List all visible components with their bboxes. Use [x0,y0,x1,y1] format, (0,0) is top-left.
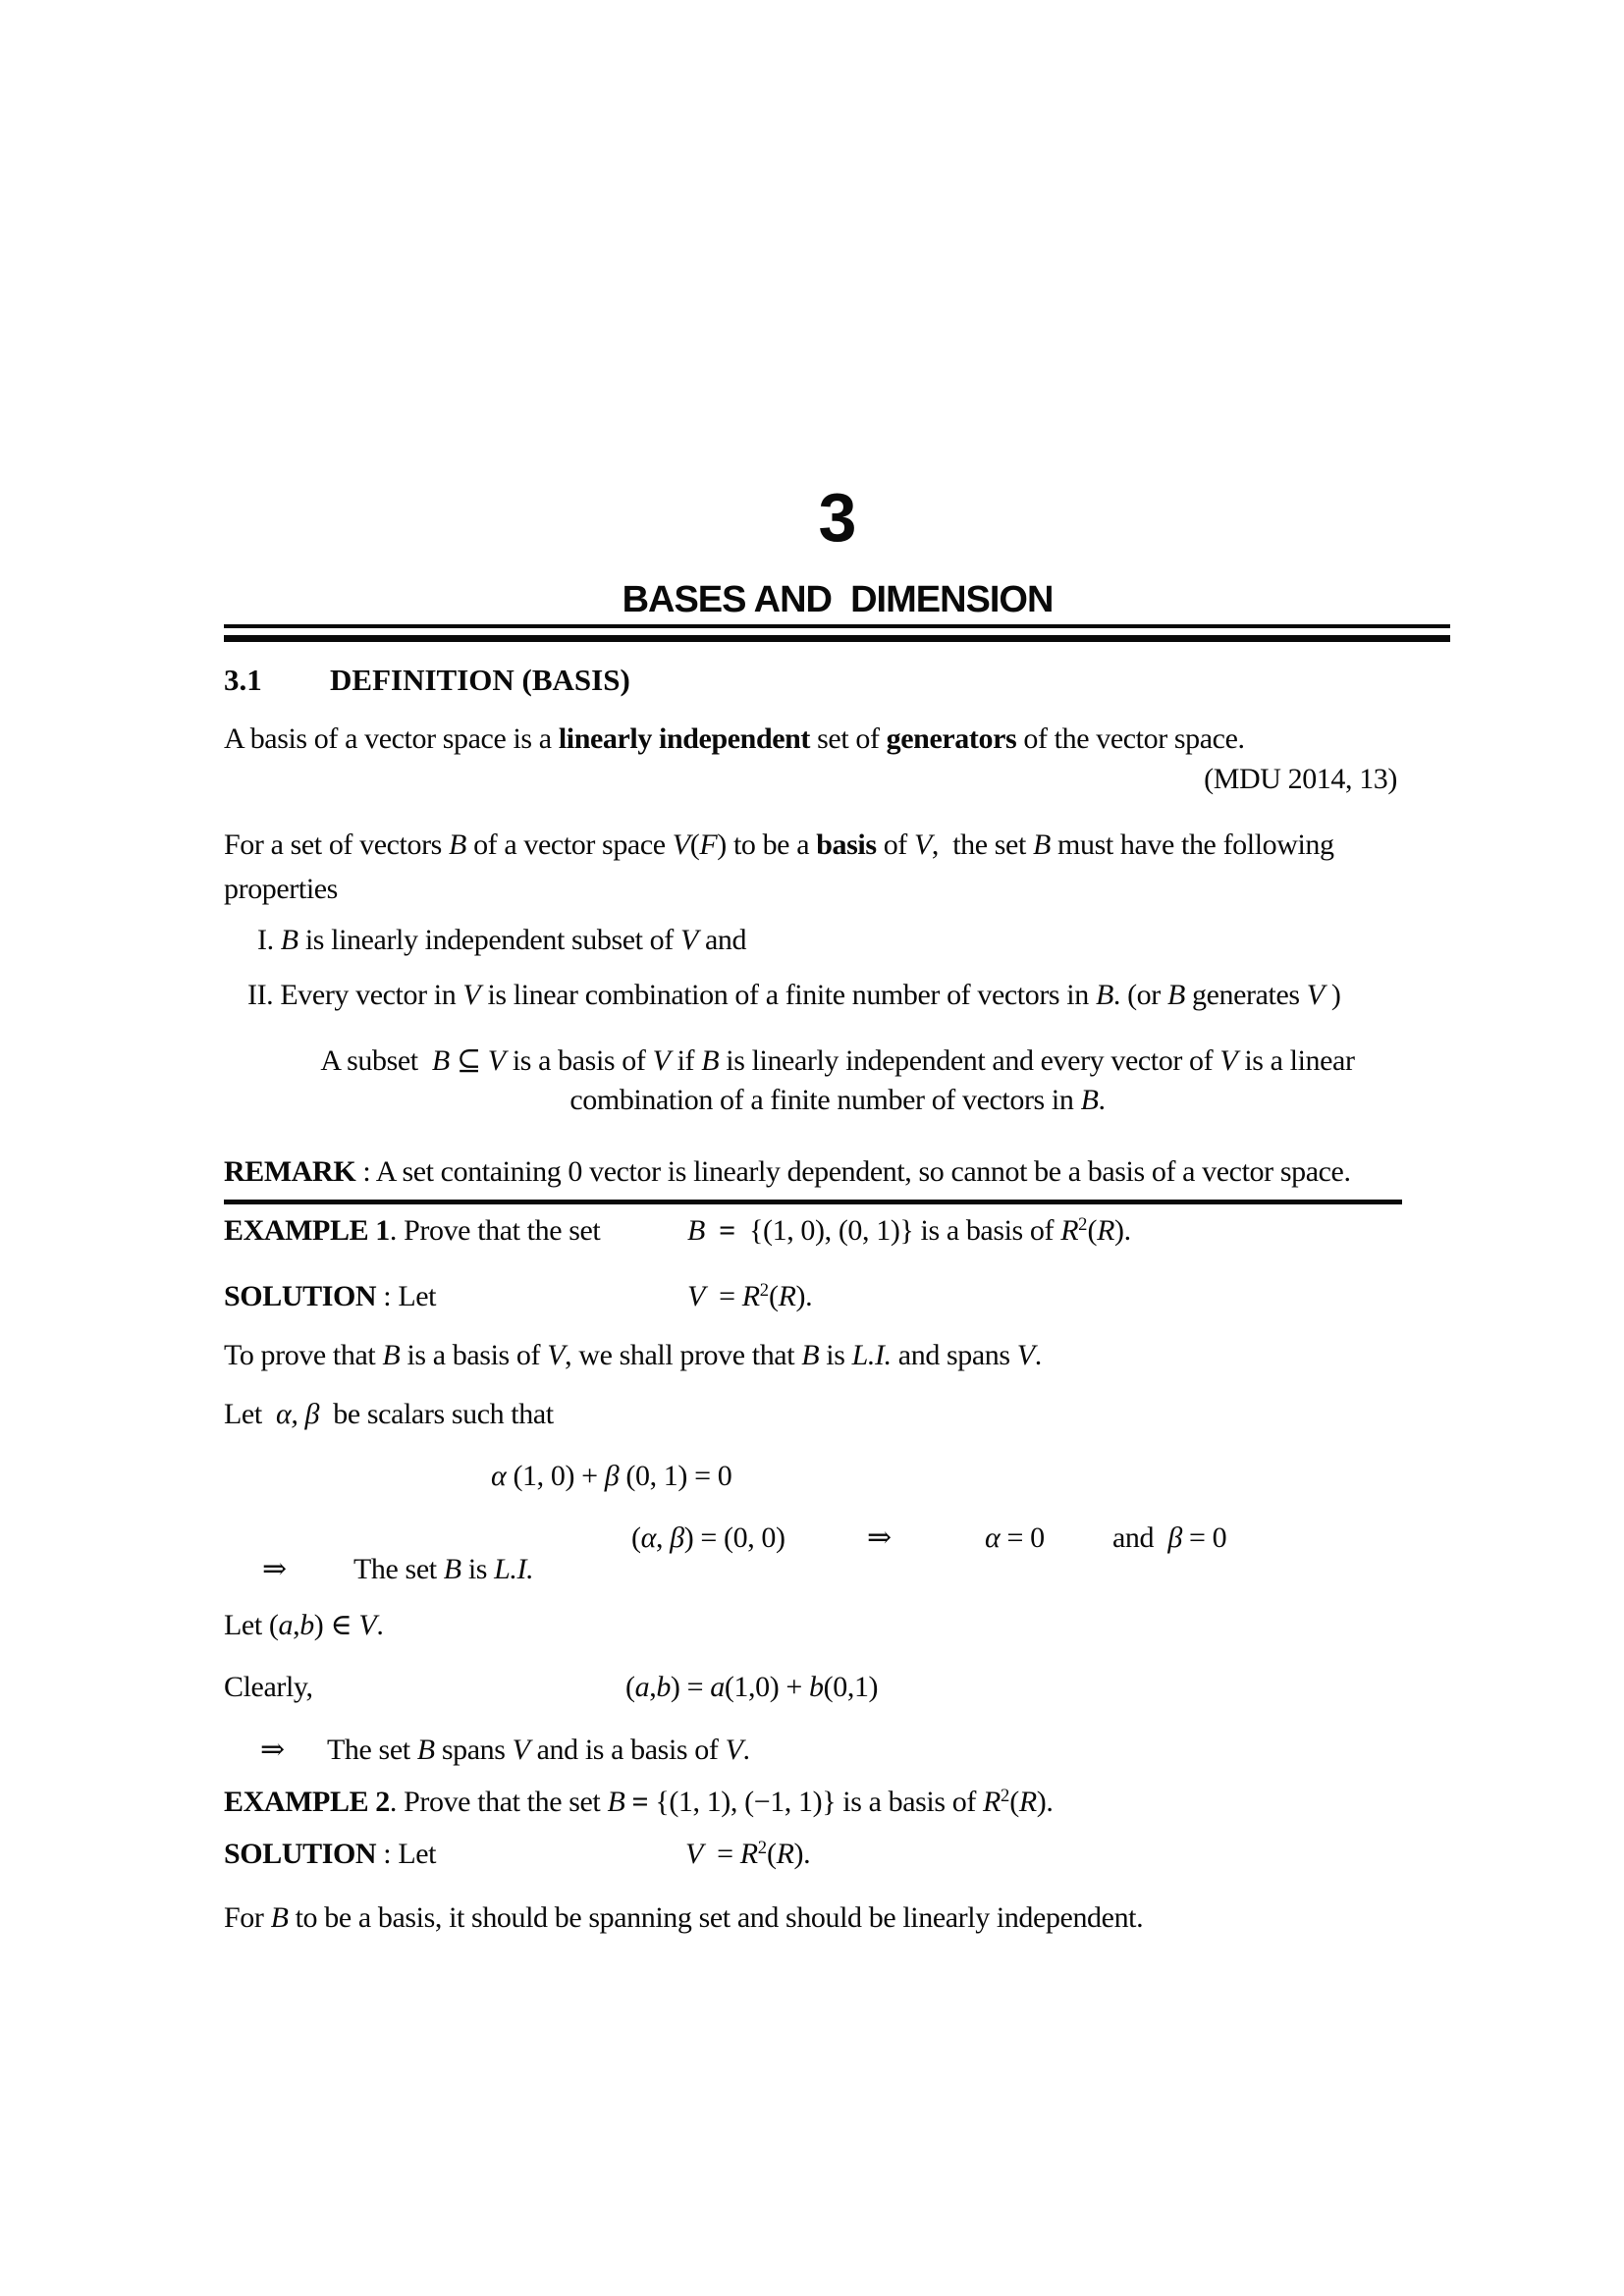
solution2-equation: $V = R^2(R)$. [685,1837,811,1870]
solution1-equation: $V = R^2(R)$. [687,1279,813,1312]
page-title: BASES AND DIMENSION [622,579,1054,620]
paragraph-basis-conditions-line1: For a set of vectors B of a vector space V(F) to be a basis of V, the set B must have the following [224,828,1334,861]
subset-definition-line2: combination of a finite number of vectors in B. [569,1084,1106,1116]
condition-item-2: II. Every vector in V is linear combination of a finite number of vectors in B. (or B generates V ) [247,979,1341,1011]
title-double-rule-thin [224,624,1450,628]
implies-arrow-icon: ⇒ [260,1734,285,1766]
condition-item-1: I. B is linearly independent subset of V and [257,924,747,956]
implies-arrow-icon: ⇒ [262,1553,287,1585]
equation-alpha-beta-pair: (α, β) = (0, 0) [631,1522,785,1554]
conclusion-li-text: The set B is L.I. [353,1553,534,1585]
paragraph-prove-strategy: To prove that B is a basis of V, we shall prove that B is L.I. and spans V. [224,1339,1042,1371]
equation-alpha-beta-combination: α (1, 0) + β (0, 1) = 0 [491,1460,732,1492]
citation-mdu: (MDU 2014, 13) [1204,763,1397,795]
remark-line: REMARK : A set containing 0 vector is linearly dependent, so cannot be a basis of a vector space. [224,1155,1351,1188]
solution1-label: SOLUTION : Let [224,1280,437,1312]
solution2-label: SOLUTION : Let [224,1838,437,1870]
paragraph-definition-intro: A basis of a vector space is a linearly independent set of generators of the vector space. [224,722,1245,755]
paragraph-basis-conditions-line2: properties [224,873,338,905]
implies-arrow-icon: ⇒ [867,1522,892,1554]
equation-ab-combination: (a,b) = a(1,0) + b(0,1) [625,1671,879,1703]
example1-set-expression: B = {(1, 0), (0, 1)} is a basis of $R^2(R)$. [687,1213,1131,1247]
remark-rule [224,1200,1402,1204]
paragraph-let-ab: Let (a,b) ∈ V. [224,1609,384,1641]
section-heading-label: DEFINITION (BASIS) [330,663,630,697]
conclusion-spans-text: The set B spans V and is a basis of V. [327,1734,750,1766]
clearly-label: Clearly, [224,1671,313,1703]
chapter-number: 3 [818,479,857,556]
example2-line: EXAMPLE 2. Prove that the set B = {(1, 1), (−1, 1)} is a basis of $R^2(R)$. [224,1785,1054,1818]
paragraph-basis-requirement: For B to be a basis, it should be spanning set and should be linearly independent. [224,1901,1144,1934]
example1-label: EXAMPLE 1. Prove that the set [224,1214,601,1247]
title-double-rule-thick [224,635,1450,642]
subset-definition-line1: A subset B ⊆ V is a basis of V if B is linearly independent and every vector of V is a linear [320,1044,1355,1077]
paragraph-let-scalars: Let α, β be scalars such that [224,1398,554,1430]
section-number: 3.1 [224,663,262,697]
page-content [224,0,1451,2296]
equation-beta-zero: and β = 0 [1112,1522,1227,1554]
equation-alpha-zero: α = 0 [985,1522,1045,1554]
